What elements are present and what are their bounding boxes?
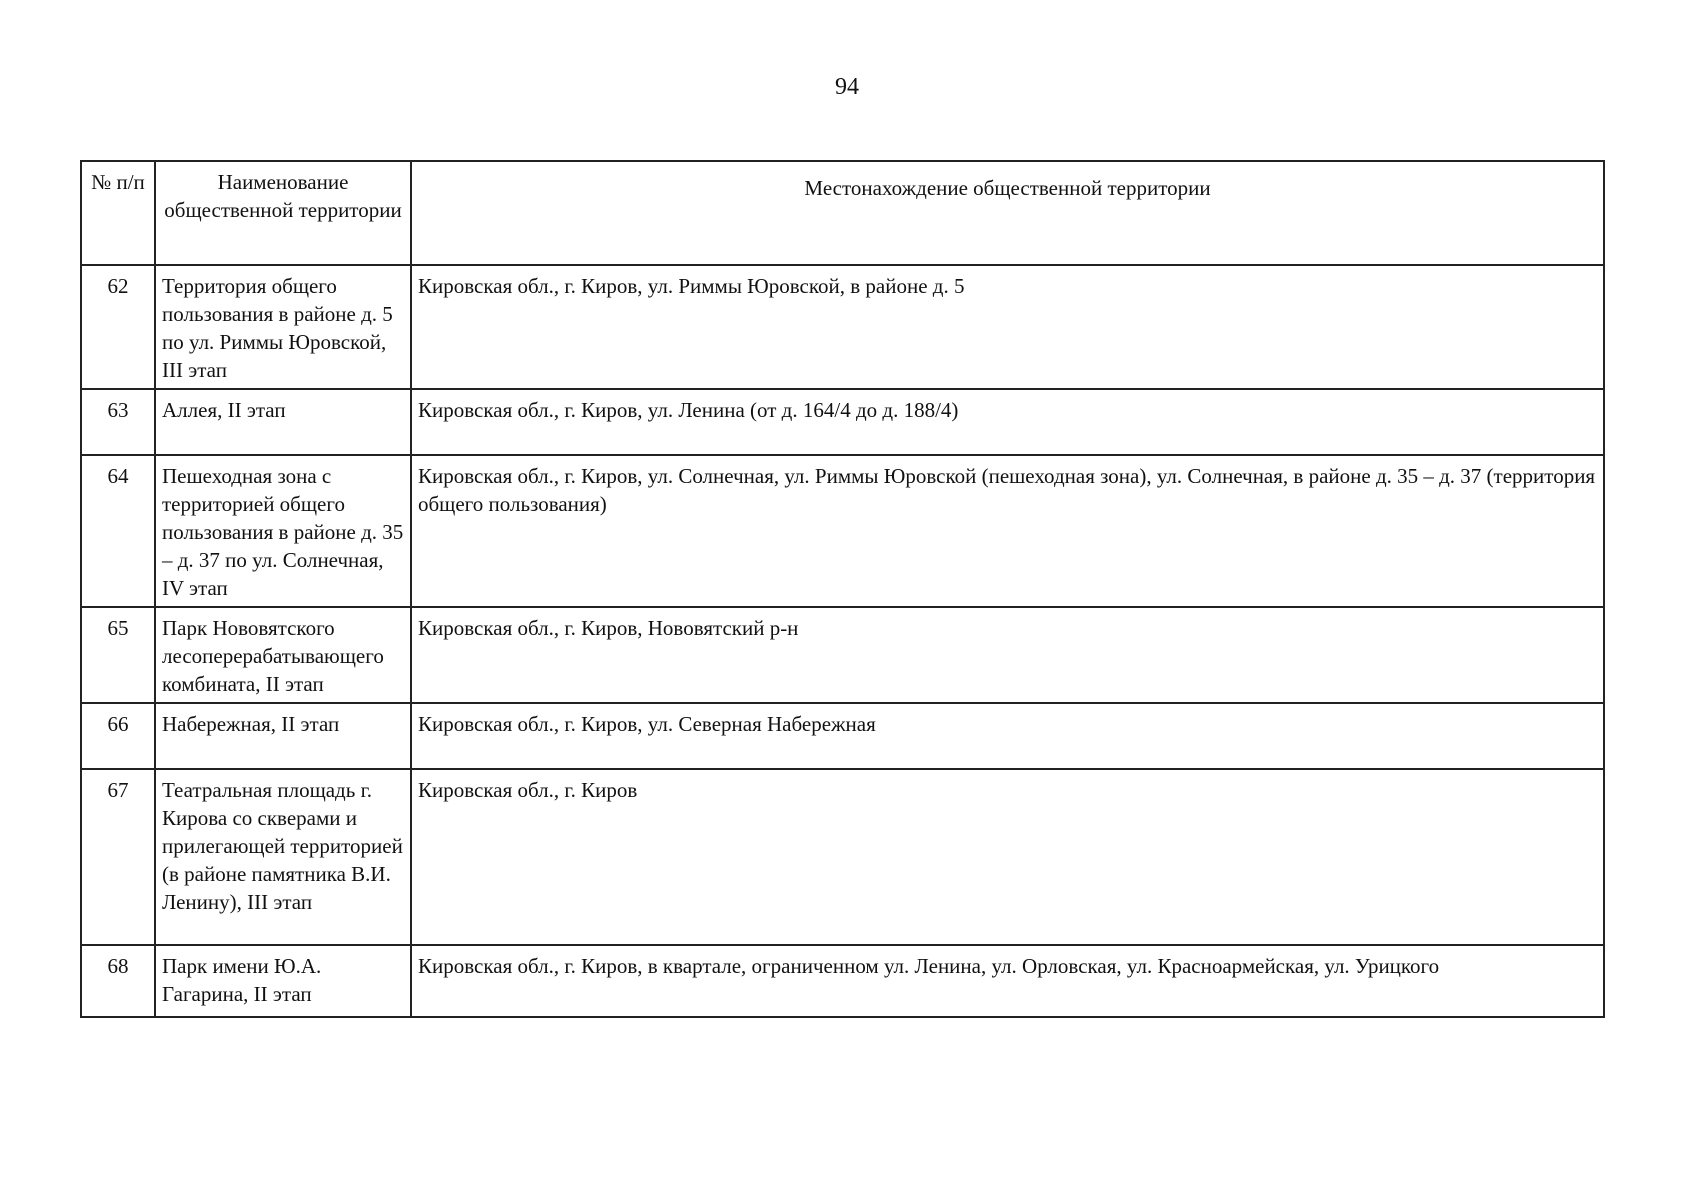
row-location: Кировская обл., г. Киров, ул. Северная Набережная [411, 703, 1604, 769]
table-row [81, 607, 1604, 703]
header-location: Местонахождение общественной территории [411, 161, 1604, 265]
table-row [81, 265, 1604, 389]
row-number: 63 [81, 389, 155, 455]
row-name: Набережная, II этап [155, 703, 411, 769]
table-row [81, 769, 1604, 945]
table-row [81, 703, 1604, 769]
row-number: 64 [81, 455, 155, 607]
table-row [81, 389, 1604, 455]
row-number: 62 [81, 265, 155, 389]
table-row [81, 455, 1604, 607]
table-row [81, 945, 1604, 1017]
header-number: № п/п [81, 161, 155, 265]
row-name: Аллея, II этап [155, 389, 411, 455]
row-name: Театральная площадь г. Кирова со скверами и прилегающей территорией (в районе памятника В.И. Ленину), III этап [155, 769, 411, 945]
table-header-row [81, 161, 1604, 265]
row-location: Кировская обл., г. Киров, ул. Солнечная, ул. Риммы Юровской (пешеходная зона), ул. Солнечная, в районе д. 35 – д. 37 (территория общего пользования) [411, 455, 1604, 607]
row-location: Кировская обл., г. Киров, Нововятский р-н [411, 607, 1604, 703]
row-name: Пешеходная зона с территорией общего пользования в районе д. 35 – д. 37 по ул. Солнечная, IV этап [155, 455, 411, 607]
row-location: Кировская обл., г. Киров, ул. Риммы Юровской, в районе д. 5 [411, 265, 1604, 389]
row-number: 67 [81, 769, 155, 945]
territories-table [80, 160, 1605, 1018]
header-name: Наименование общественной территории [155, 161, 411, 265]
row-name: Парк Нововятского лесоперерабатывающего комбината, II этап [155, 607, 411, 703]
row-name: Парк имени Ю.А. Гагарина, II этап [155, 945, 411, 1017]
row-number: 65 [81, 607, 155, 703]
row-location: Кировская обл., г. Киров, ул. Ленина (от д. 164/4 до д. 188/4) [411, 389, 1604, 455]
row-number: 66 [81, 703, 155, 769]
row-name: Территория общего пользования в районе д. 5 по ул. Риммы Юровской, III этап [155, 265, 411, 389]
row-location: Кировская обл., г. Киров [411, 769, 1604, 945]
row-number: 68 [81, 945, 155, 1017]
row-location: Кировская обл., г. Киров, в квартале, ограниченном ул. Ленина, ул. Орловская, ул. Красноармейская, ул. Урицкого [411, 945, 1604, 1017]
page-number: 94 [835, 74, 859, 100]
